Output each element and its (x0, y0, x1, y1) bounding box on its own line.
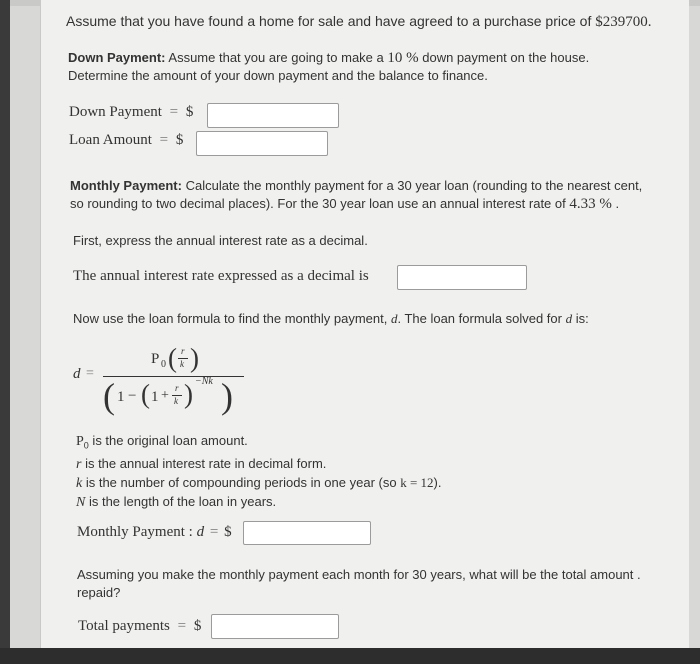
down-payment-input[interactable] (207, 103, 339, 128)
formula-lhs: d (73, 366, 81, 382)
interest-rate: 4.33 % (569, 196, 612, 212)
formula-denominator (103, 377, 248, 422)
bottom-frame (0, 648, 700, 664)
formula-minus: − (128, 388, 137, 404)
formula-equals: = (86, 366, 94, 381)
first-step-text: First, express the annual interest rate as a decimal. (73, 233, 368, 248)
monthly-payment-text2: so rounding to two decimal places). For the 30 year loan use an annual interest rate of (70, 196, 570, 211)
down-payment-line2: Determine the amount of your down payment and the balance to finance. (68, 68, 488, 83)
formula-one: 1 (151, 389, 159, 405)
equals-sign: = (169, 104, 179, 120)
formula-p: P (151, 351, 160, 367)
formula-one: 1 (117, 389, 125, 405)
formula-plus: + (161, 388, 169, 403)
intro-text (66, 12, 651, 31)
currency-symbol: $ (224, 524, 232, 540)
decimal-rate-label: The annual interest rate expressed as a decimal is (73, 268, 369, 284)
definition-n (76, 493, 676, 512)
definition-k-equation: k = 12 (400, 474, 434, 490)
formula-intro-text-mid: . The loan formula solved for (397, 311, 566, 326)
loan-amount-row (69, 132, 183, 149)
currency-symbol: $ (175, 132, 184, 148)
equals-sign: = (209, 524, 219, 540)
big-left-paren: ( (103, 376, 115, 416)
formula-p-subscript: 0 (161, 359, 166, 370)
fraction-numerator-r: r (181, 346, 185, 356)
fraction-denominator-k: k (174, 396, 178, 406)
total-amount-question (77, 566, 677, 602)
currency-symbol: $ (185, 104, 194, 120)
fraction-numerator-r: r (175, 383, 179, 393)
symbol-r: r (76, 456, 82, 472)
definition-r (76, 455, 676, 474)
total-question-line2: repaid? (77, 585, 121, 600)
variable-definitions (76, 432, 676, 512)
left-paren: ( (168, 343, 177, 373)
big-right-paren: ) (221, 376, 233, 416)
definition-r-text: is the annual interest rate in decimal form. (81, 455, 327, 471)
symbol-n: N (76, 494, 86, 510)
definition-k (76, 474, 676, 493)
monthly-payment-heading: Monthly Payment: (70, 178, 182, 193)
loan-amount-input[interactable] (196, 131, 328, 156)
down-payment-text: Assume that you are going to make a (165, 50, 388, 65)
formula-numerator (151, 343, 241, 376)
total-payments-input[interactable] (211, 614, 339, 639)
equals-sign: = (177, 618, 187, 634)
down-payment-row (69, 104, 193, 121)
monthly-payment-row (77, 524, 232, 541)
monthly-payment-label: Monthly Payment : (77, 524, 193, 540)
equals-sign: = (159, 132, 169, 148)
definition-k-close: ). (433, 474, 442, 490)
variable-d: d (196, 524, 205, 540)
inner-right-paren: ) (184, 379, 193, 409)
down-payment-label: Down Payment (69, 104, 162, 120)
symbol-k: k (76, 475, 83, 491)
variable-d: d (565, 311, 573, 326)
down-payment-percent: 10 % (387, 50, 419, 66)
definition-k-text: is the number of compounding periods in one year (so (82, 474, 401, 490)
down-payment-instructions (68, 49, 668, 85)
down-payment-text-end: down payment on the house. (418, 50, 590, 65)
monthly-payment-input[interactable] (243, 521, 371, 545)
right-paren: ) (190, 343, 199, 373)
question-page (40, 0, 689, 650)
decimal-rate-input[interactable] (397, 265, 527, 290)
definition-n-text: is the length of the loan in years. (85, 493, 277, 509)
definition-p0-text: is the original loan amount. (88, 433, 248, 448)
monthly-payment-instructions (70, 177, 680, 213)
definition-p0 (76, 432, 676, 455)
down-payment-heading: Down Payment: (68, 50, 166, 65)
symbol-p: P (76, 434, 84, 449)
purchase-price: $239700. (595, 14, 652, 30)
formula-intro-text-end: is: (572, 311, 589, 326)
formula-intro (73, 310, 589, 328)
monthly-payment-text: Calculate the monthly payment for a 30 year loan (rounding to the nearest cent, (181, 178, 643, 193)
fraction-denominator-k: k (180, 359, 184, 369)
total-question-line1: Assuming you make the monthly payment each month for 30 years, what will be the total amount . (77, 567, 641, 582)
formula-exponent: −Nk (195, 376, 213, 387)
monthly-payment-text2-end: . (611, 196, 620, 211)
total-payments-label: Total payments (78, 618, 170, 634)
left-frame (0, 0, 10, 664)
total-payments-row (78, 618, 201, 635)
symbol-p-subscript: 0 (83, 440, 89, 451)
formula-intro-text: Now use the loan formula to find the monthly payment, (73, 311, 391, 326)
inner-left-paren: ( (141, 379, 150, 409)
currency-symbol: $ (193, 618, 202, 634)
loan-amount-label: Loan Amount (69, 132, 152, 148)
intro-sentence: Assume that you have found a home for sale and have agreed to a purchase price of (66, 13, 596, 29)
variable-d: d (390, 311, 398, 326)
